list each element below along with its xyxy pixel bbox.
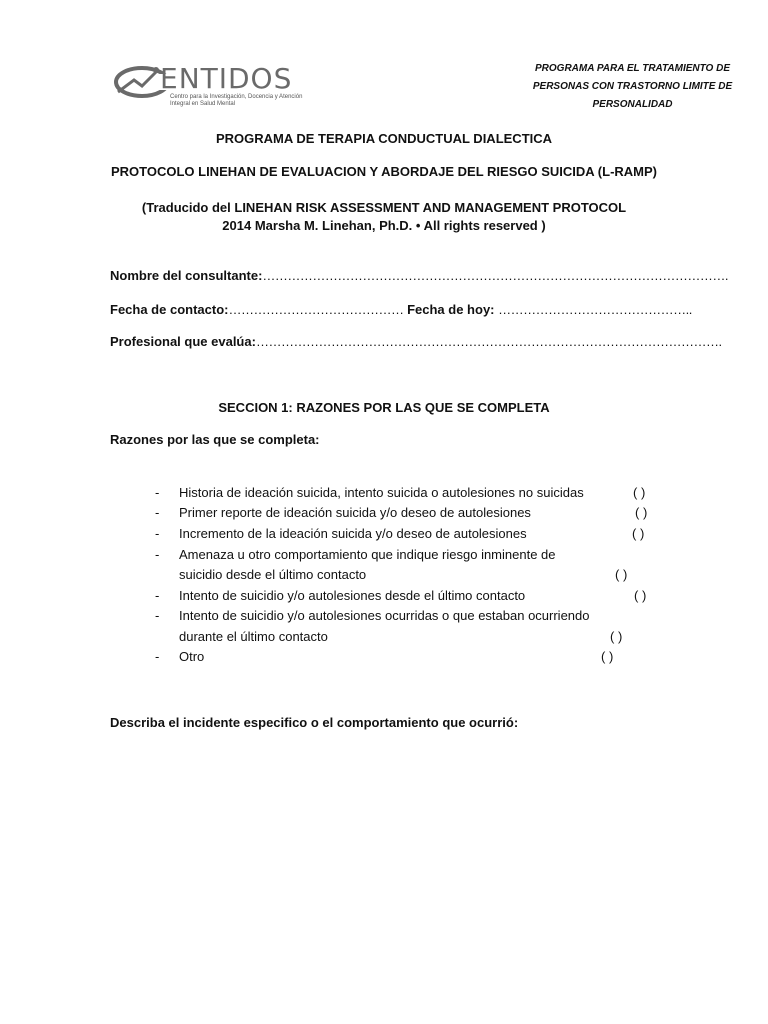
list-dash: - xyxy=(155,505,160,520)
list-item-text: durante el último contacto xyxy=(179,629,328,644)
program-header xyxy=(520,60,745,114)
checkbox[interactable]: ( ) xyxy=(601,649,614,664)
list-item-text: Incremento de la ideación suicida y/o deseo de autolesiones xyxy=(179,526,527,541)
describe-label: Describa el incidente especifico o el comportamiento que ocurrió: xyxy=(110,715,519,730)
consultant-field[interactable] xyxy=(110,268,729,283)
checkbox[interactable]: ( ) xyxy=(635,505,648,520)
checkbox[interactable]: ( ) xyxy=(615,567,628,582)
list-item-text: Intento de suicidio y/o autolesiones ocurridas o que estaban ocurriendo xyxy=(179,608,590,623)
professional-field[interactable] xyxy=(110,334,722,349)
section1-title: SECCION 1: RAZONES POR LAS QUE SE COMPLETA xyxy=(218,400,550,415)
list-item-text: suicidio desde el último contacto xyxy=(179,567,367,582)
logo-wordmark: ENTIDOS xyxy=(160,62,293,95)
consultant-label: Nombre del consultante: xyxy=(110,268,263,283)
program-header-line: PROGRAMA PARA EL TRATAMIENTO DE xyxy=(535,63,730,74)
checkbox[interactable]: ( ) xyxy=(634,588,647,603)
centidos-logo xyxy=(112,60,307,112)
translated-line-2: 2014 Marsha M. Linehan, Ph.D. • All rights reserved ) xyxy=(222,218,546,233)
professional-label: Profesional que evalúa: xyxy=(110,334,256,349)
list-item-text: Primer reporte de ideación suicida y/o deseo de autolesiones xyxy=(179,505,531,520)
list-item-text: Historia de ideación suicida, intento suicida o autolesiones no suicidas xyxy=(179,485,584,500)
list-dash: - xyxy=(155,547,160,562)
list-item-text: Intento de suicidio y/o autolesiones desde el último contacto xyxy=(179,588,526,603)
list-dash: - xyxy=(155,608,160,623)
professional-blank[interactable]: …………………………………………………………………………………………………. xyxy=(255,334,722,349)
list-dash: - xyxy=(155,649,160,664)
list-dash: - xyxy=(155,588,160,603)
program-header-line: PERSONAS CON TRASTORNO LIMITE DE xyxy=(532,81,733,92)
consultant-blank[interactable]: …………………………………………………………………………………………………. xyxy=(262,268,729,283)
checkbox[interactable]: ( ) xyxy=(610,629,623,644)
checkbox[interactable]: ( ) xyxy=(632,526,645,541)
contact-date-blank[interactable]: …………………………………… xyxy=(228,302,404,317)
reasons-label: Razones por las que se completa: xyxy=(110,432,320,447)
list-item-text: Amenaza u otro comportamiento que indique riesgo inminente de xyxy=(179,547,556,562)
checkbox[interactable]: ( ) xyxy=(633,485,646,500)
logo-subtitle: Centro para la Investigación, Docencia y Atención Integral en Salud Mental xyxy=(170,94,303,107)
list-item-text: Otro xyxy=(179,649,205,664)
list-dash: - xyxy=(155,485,160,500)
program-title: PROGRAMA DE TERAPIA CONDUCTUAL DIALECTICA xyxy=(215,131,553,146)
program-header-line: PERSONALIDAD xyxy=(592,99,673,110)
contact-date-field[interactable] xyxy=(110,302,692,317)
today-date-label: Fecha de hoy: xyxy=(407,302,495,317)
today-date-blank[interactable]: ……………………………………….. xyxy=(498,302,692,317)
contact-date-label: Fecha de contacto: xyxy=(110,302,229,317)
list-dash: - xyxy=(155,526,160,541)
translated-line-1: (Traducido del LINEHAN RISK ASSESSMENT AND MANAGEMENT PROTOCOL xyxy=(141,200,627,215)
protocol-title: PROTOCOLO LINEHAN DE EVALUACION Y ABORDAJE DEL RIESGO SUICIDA (L-RAMP) xyxy=(110,164,658,179)
